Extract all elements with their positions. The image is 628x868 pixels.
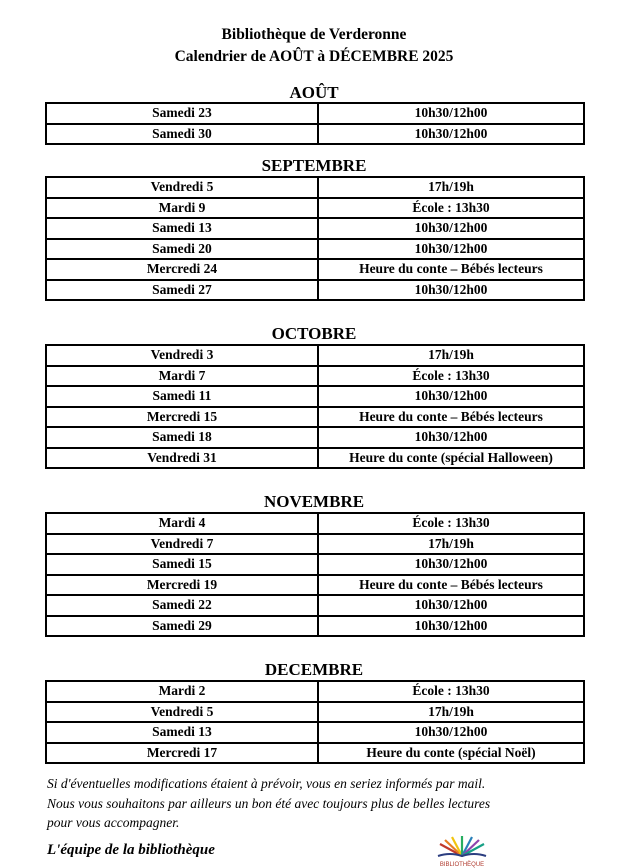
event-cell: 10h30/12h00 — [318, 386, 584, 407]
table-row — [46, 103, 584, 124]
event-cell: 10h30/12h00 — [318, 616, 584, 637]
month-table — [45, 512, 585, 637]
table-row — [46, 595, 584, 616]
date-cell: Vendredi 31 — [46, 448, 318, 469]
event-cell: Heure du conte – Bébés lecteurs — [318, 575, 584, 596]
month-heading: NOVEMBRE — [263, 492, 365, 511]
table-row — [46, 448, 584, 469]
table-row — [46, 124, 584, 145]
footer-line: Nous vous souhaitons par ailleurs un bon été avec toujours plus de belles lectures — [47, 795, 491, 811]
table-row — [46, 554, 584, 575]
event-cell: 10h30/12h00 — [318, 124, 584, 145]
event-cell: 17h/19h — [318, 702, 584, 723]
table-row — [46, 616, 584, 637]
table-row — [46, 513, 584, 534]
event-cell: 10h30/12h00 — [318, 722, 584, 743]
footer-note — [47, 774, 587, 833]
event-cell: 10h30/12h00 — [318, 554, 584, 575]
table-row — [46, 259, 584, 280]
table-row — [46, 575, 584, 596]
date-cell: Vendredi 5 — [46, 177, 318, 198]
calendar-title: Calendrier de AOÛT à DÉCEMBRE 2025 — [174, 48, 454, 65]
signature: L'équipe de la bibliothèque — [47, 842, 215, 858]
date-cell: Samedi 13 — [46, 722, 318, 743]
library-name: Bibliothèque de Verderonne — [221, 26, 407, 43]
event-cell: 10h30/12h00 — [318, 595, 584, 616]
event-cell: 10h30/12h00 — [318, 427, 584, 448]
event-cell: 17h/19h — [318, 345, 584, 366]
date-cell: Samedi 18 — [46, 427, 318, 448]
logo-text: BIBLIOTHÈQUE — [439, 862, 485, 868]
table-row — [46, 427, 584, 448]
date-cell: Samedi 29 — [46, 616, 318, 637]
date-cell: Samedi 30 — [46, 124, 318, 145]
month-heading: SEPTEMBRE — [261, 156, 367, 175]
date-cell: Mercredi 19 — [46, 575, 318, 596]
table-row — [46, 722, 584, 743]
date-cell: Samedi 13 — [46, 218, 318, 239]
date-cell: Samedi 22 — [46, 595, 318, 616]
table-row — [46, 534, 584, 555]
date-cell: Mercredi 15 — [46, 407, 318, 428]
table-row — [46, 386, 584, 407]
event-cell: 10h30/12h00 — [318, 103, 584, 124]
date-cell: Samedi 11 — [46, 386, 318, 407]
table-row — [46, 681, 584, 702]
month-heading: AOÛT — [289, 83, 339, 102]
table-row — [46, 743, 584, 764]
month-table — [45, 176, 585, 301]
date-cell: Vendredi 3 — [46, 345, 318, 366]
event-cell: École : 13h30 — [318, 513, 584, 534]
month-table — [45, 102, 585, 145]
date-cell: Mardi 2 — [46, 681, 318, 702]
date-cell: Vendredi 5 — [46, 702, 318, 723]
table-row — [46, 198, 584, 219]
event-cell: École : 13h30 — [318, 681, 584, 702]
date-cell: Samedi 27 — [46, 280, 318, 301]
month-table — [45, 680, 585, 764]
date-cell: Samedi 23 — [46, 103, 318, 124]
event-cell: 17h/19h — [318, 534, 584, 555]
footer-line: Si d'éventuelles modifications étaient à prévoir, vous en seriez informés par mail. — [47, 776, 486, 791]
table-row — [46, 366, 584, 387]
open-book-logo-icon — [426, 834, 498, 868]
event-cell: 10h30/12h00 — [318, 280, 584, 301]
footer-line: pour vous accompagner. — [47, 815, 180, 830]
event-cell: Heure du conte – Bébés lecteurs — [318, 259, 584, 280]
table-row — [46, 345, 584, 366]
date-cell: Mardi 4 — [46, 513, 318, 534]
event-cell: Heure du conte (spécial Noël) — [318, 743, 584, 764]
event-cell: École : 13h30 — [318, 198, 584, 219]
month-heading: DECEMBRE — [264, 660, 364, 679]
date-cell: Mardi 7 — [46, 366, 318, 387]
date-cell: Samedi 15 — [46, 554, 318, 575]
table-row — [46, 280, 584, 301]
date-cell: Mercredi 24 — [46, 259, 318, 280]
date-cell: Vendredi 7 — [46, 534, 318, 555]
table-row — [46, 239, 584, 260]
event-cell: Heure du conte (spécial Halloween) — [318, 448, 584, 469]
month-heading: OCTOBRE — [271, 324, 357, 343]
table-row — [46, 218, 584, 239]
date-cell: Samedi 20 — [46, 239, 318, 260]
event-cell: École : 13h30 — [318, 366, 584, 387]
event-cell: 10h30/12h00 — [318, 218, 584, 239]
table-row — [46, 702, 584, 723]
event-cell: 17h/19h — [318, 177, 584, 198]
date-cell: Mercredi 17 — [46, 743, 318, 764]
table-row — [46, 407, 584, 428]
date-cell: Mardi 9 — [46, 198, 318, 219]
event-cell: Heure du conte – Bébés lecteurs — [318, 407, 584, 428]
event-cell: 10h30/12h00 — [318, 239, 584, 260]
table-row — [46, 177, 584, 198]
month-table — [45, 344, 585, 469]
